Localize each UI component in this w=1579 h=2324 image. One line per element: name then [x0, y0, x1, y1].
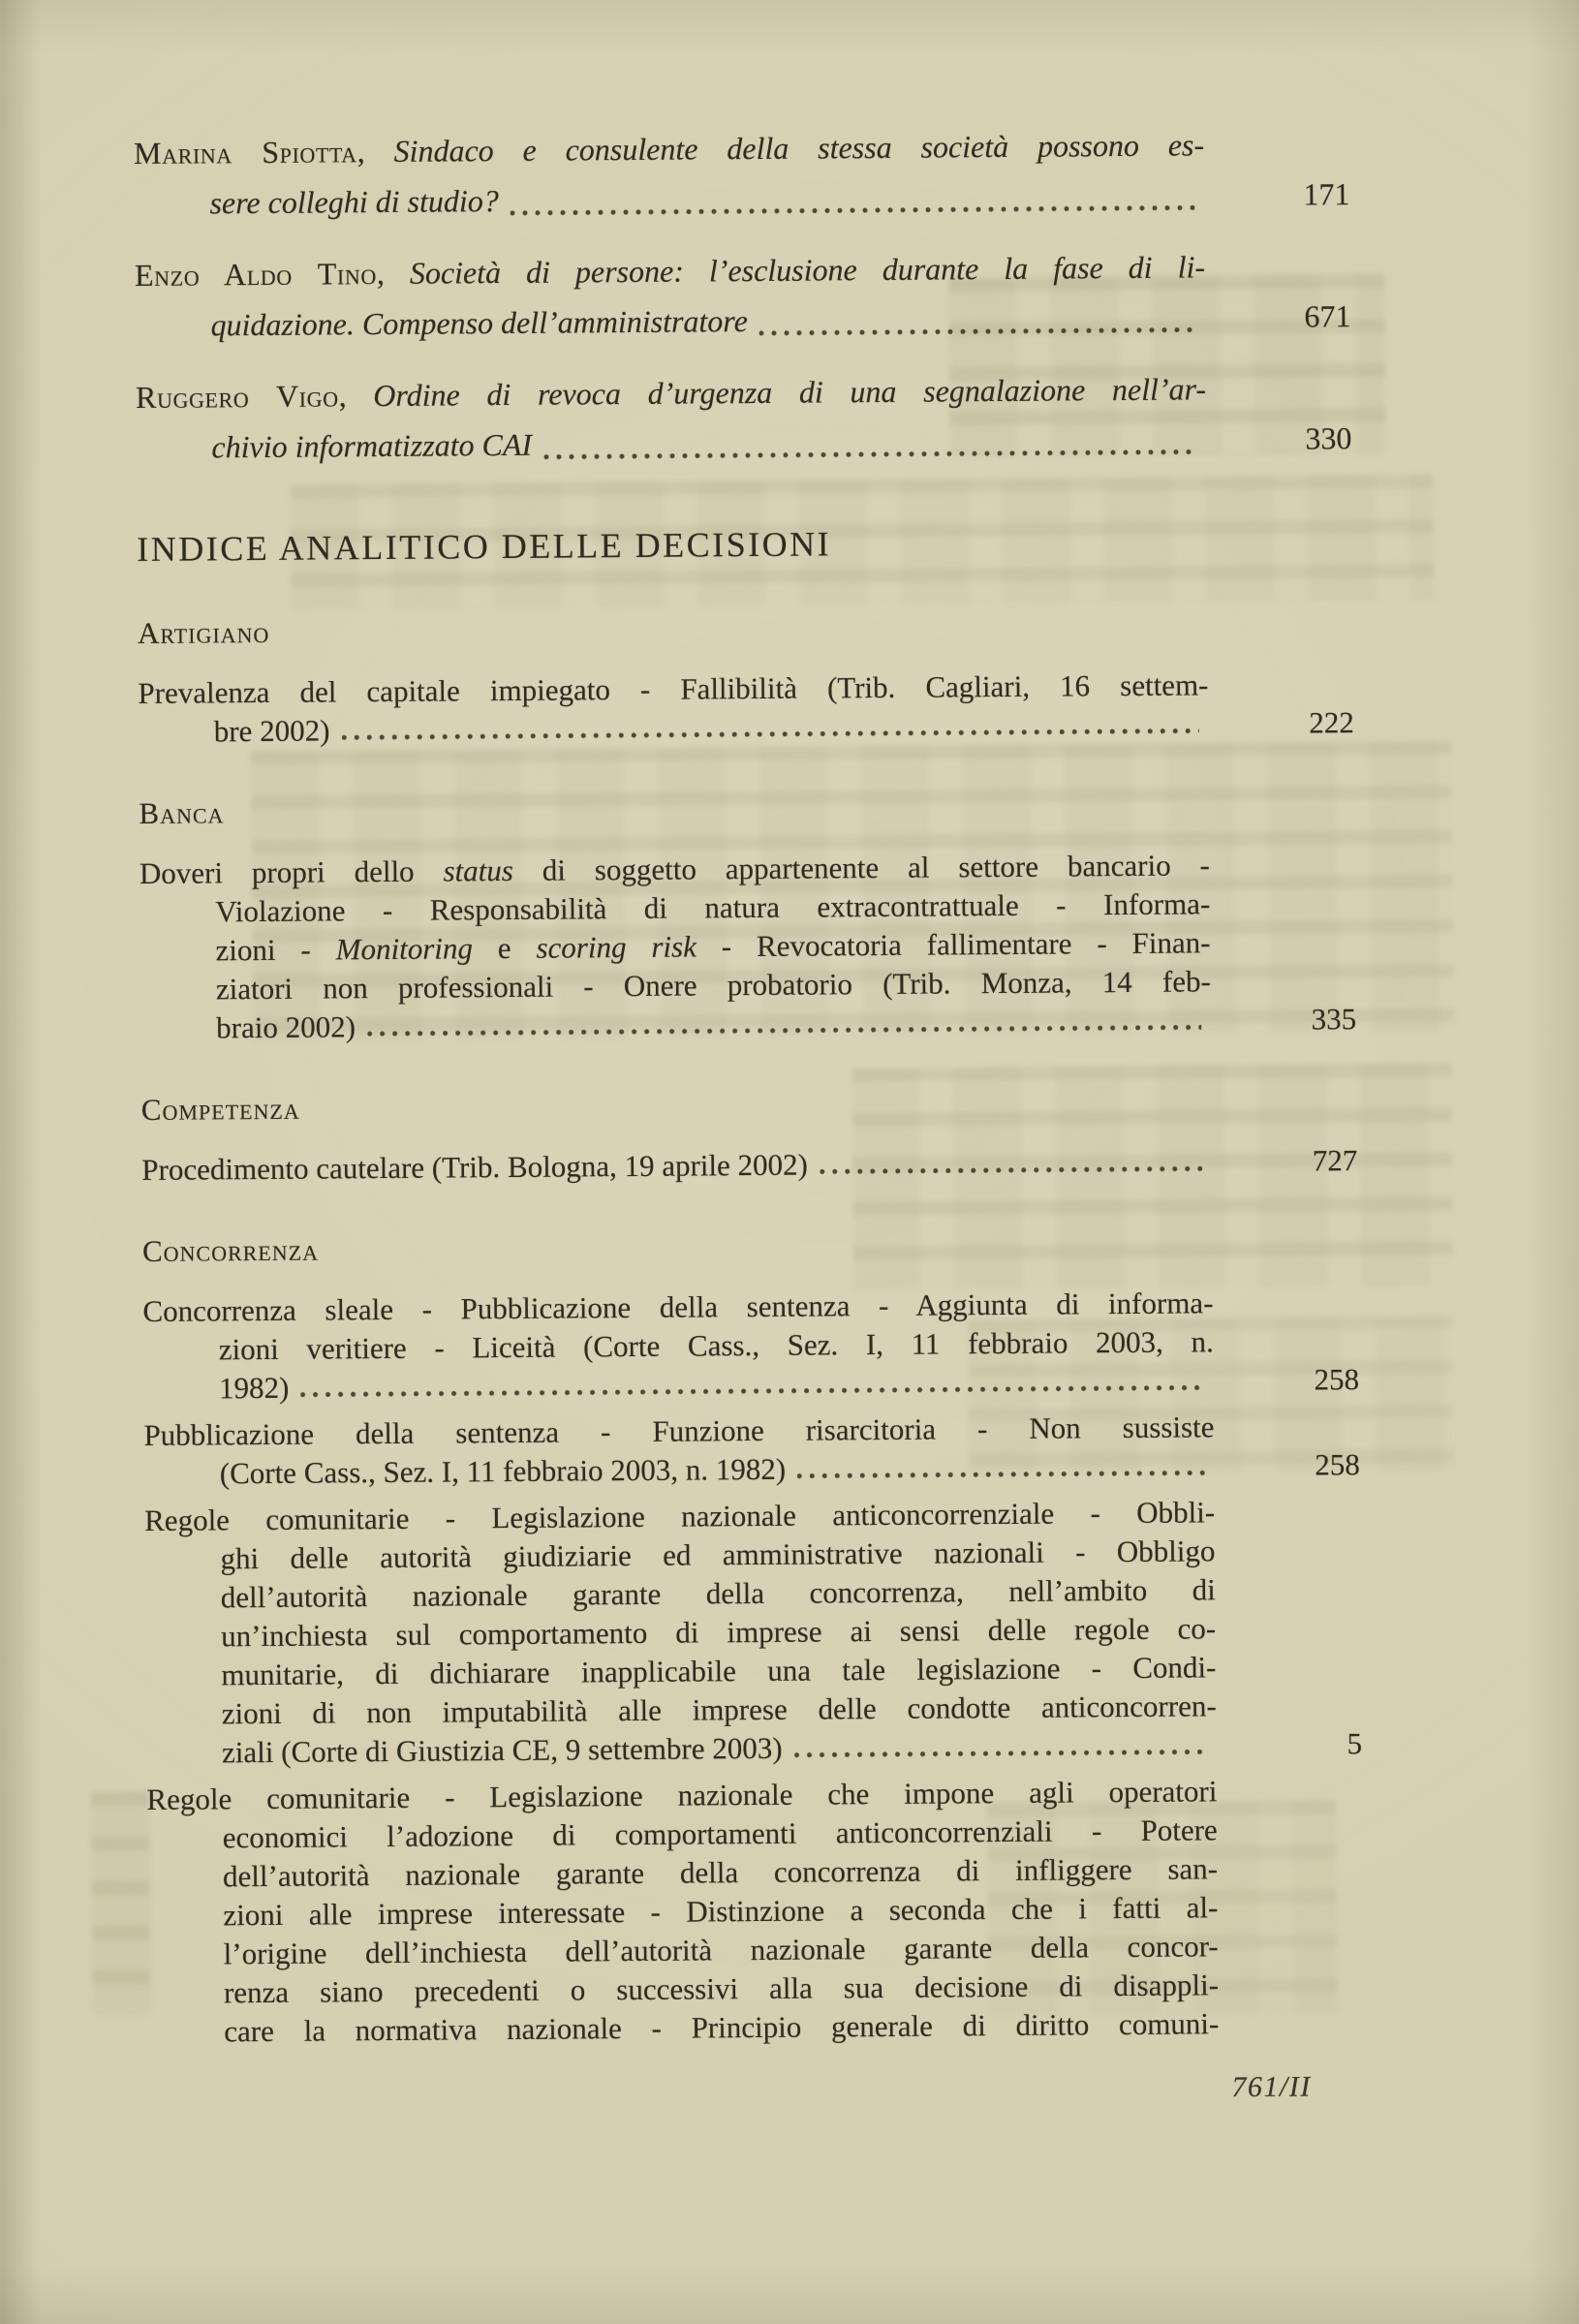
entry-line-text	[216, 1007, 356, 1047]
entry-text-segment: Regole comunitarie - Legislazione nazionale che impone agli operatori	[146, 1774, 1218, 1816]
entry-text-segment: - Revocatoria fallimentare - Finan-	[696, 925, 1211, 964]
entry-text-segment: Concorrenza sleale - Pubblicazione della sentenza - Aggiunta di informa-	[142, 1286, 1214, 1328]
entry-line-text	[141, 1146, 808, 1190]
entry-line	[136, 414, 1352, 473]
entry-text-segment: di soggetto appartenente al settore bancario -	[512, 848, 1211, 887]
entry-page-number: 5	[1347, 1726, 1363, 1761]
index-entry	[139, 846, 1357, 1048]
entry-text-segment: Procedimento cautelare (Trib. Bologna, 19 aprile 2002)	[141, 1147, 809, 1187]
entry-line	[143, 1361, 1360, 1409]
entry-line	[139, 704, 1354, 752]
entry-text-segment: Marina Spiotta	[133, 134, 357, 171]
dot-leader	[759, 325, 1196, 339]
entry-text-segment: Violazione - Responsabilità di natura extracontrattuale - Informa-	[215, 886, 1211, 929]
entry-text-segment: economici l’adozione di comportamenti anticoncorrenziali - Potere	[222, 1813, 1218, 1855]
dot-leader	[511, 202, 1195, 219]
entry-text-segment: sere colleghi di studio?	[209, 183, 499, 221]
entry-line-text	[210, 295, 748, 350]
entry-text-segment: care la normativa nazionale - Principio generale di diritto comuni-	[224, 2006, 1220, 2049]
page-number-footer: 761/II	[1231, 2070, 1312, 2104]
dot-leader	[300, 1382, 1204, 1400]
entry-line-text	[211, 419, 532, 473]
entry-text-segment: scoring risk	[536, 929, 697, 965]
dot-leader	[341, 726, 1198, 743]
entry-text-segment: dell’autorità nazionale garante della concorrenza, nell’ambito di	[220, 1572, 1216, 1615]
section-heading: Concorrenza	[141, 1232, 320, 1268]
dot-leader	[797, 1468, 1205, 1481]
entry-text-segment: Pubblicazione della sentenza - Funzione risarcitoria - Non sussiste	[143, 1410, 1215, 1452]
entry-page-number: 330	[1305, 420, 1352, 456]
entry-page-number: 671	[1304, 298, 1351, 334]
entries-host	[133, 119, 1363, 2052]
entry-text-segment: ghi delle autorità giudiziarie ed amministrative nazionali - Obbligo	[220, 1534, 1216, 1576]
entry-text-segment: ziatori non professionali - Onere probatorio (Trib. Monza, 14 feb-	[215, 964, 1211, 1007]
index-heading: INDICE ANALITICO DELLE DECISIONI	[137, 524, 832, 570]
entry-text-segment: Prevalenza del capitale impiegato - Fallibilità (Trib. Cagliari, 16 settem-	[138, 667, 1209, 711]
entry-text-segment: e	[472, 930, 537, 966]
entry-text-segment: Società di persone: l’esclusione durante la fase di li-	[409, 249, 1206, 291]
entry-line-text	[219, 1369, 290, 1409]
entry-line-text	[222, 1729, 783, 1773]
entry-page-number: 171	[1303, 176, 1350, 212]
index-entry	[138, 666, 1354, 752]
entry-line-text	[209, 175, 499, 228]
entry-text-segment: munitarie, di dichiarare inapplicabile una tale legislazione - Condi-	[221, 1650, 1217, 1692]
entry-text-segment: ziali (Corte di Giustizia CE, 9 settembre 2003)	[221, 1730, 783, 1770]
entry-page-number: 258	[1315, 1447, 1360, 1482]
entry-text-segment: zioni veritiere - Liceità (Corte Cass., Sez. I, 11 febbraio 2003, n.	[218, 1324, 1214, 1367]
entry-text-segment: Ruggero Vigo	[135, 378, 339, 416]
dot-leader	[367, 1022, 1201, 1039]
index-entry	[142, 1284, 1360, 1409]
entry-line	[141, 1142, 1358, 1190]
entry-page-number: 335	[1311, 1002, 1357, 1037]
entry-text-segment: Enzo Aldo Tino	[134, 256, 378, 294]
dot-leader	[794, 1747, 1208, 1760]
index-entry	[141, 1142, 1358, 1190]
entry-line	[146, 1725, 1363, 1773]
index-entry	[133, 119, 1350, 229]
entry-text-segment: (Corte Cass., Sez. I, 11 febbraio 2003, n. 1982)	[219, 1451, 787, 1491]
entry-text-segment: quidazione. Compenso dell’amministratore	[210, 303, 748, 343]
entry-line	[148, 2004, 1219, 2052]
section-heading: Artigiano	[137, 614, 270, 651]
section-heading: Banca	[139, 795, 225, 830]
entry-text-segment: Doveri propri dello	[139, 853, 444, 890]
entry-text-segment: ,	[338, 378, 374, 414]
section-heading: Competenza	[140, 1091, 300, 1127]
entry-text-segment: un’inchiesta sul comportamento di imprese ai sensi delle regole co-	[220, 1611, 1217, 1654]
entry-page-number: 222	[1309, 705, 1354, 740]
entry-text-segment: Ordine di revoca d’urgenza di una segnalazione nell’ar-	[373, 371, 1207, 414]
entry-text-segment: bre 2002)	[213, 713, 330, 749]
index-entry	[143, 1408, 1360, 1494]
entry-line	[140, 1001, 1357, 1048]
entry-line	[134, 119, 1204, 178]
entry-line	[134, 170, 1350, 229]
entry-line-text	[220, 1450, 787, 1494]
entry-line	[135, 292, 1351, 351]
index-entry	[146, 1772, 1219, 2052]
entry-text-segment: status	[443, 852, 514, 888]
entry-text-segment: Sindaco e consulente della stessa società possono es-	[393, 127, 1205, 169]
entry-text-segment: zioni alle imprese interessate - Distinzione a seconda che i fatti al-	[223, 1890, 1219, 1933]
index-entry	[135, 363, 1352, 473]
entry-text-segment: 1982)	[218, 1370, 290, 1406]
entry-line	[144, 1446, 1360, 1494]
entry-text-segment: ,	[356, 133, 394, 170]
entry-text-segment: ,	[376, 255, 411, 292]
entry-text-segment: braio 2002)	[216, 1009, 356, 1045]
entry-text-segment: Regole comunitarie - Legislazione nazionale anticoncorrenziale - Obbli-	[144, 1495, 1216, 1537]
entry-text-segment: Monitoring	[335, 931, 474, 967]
entry-text-segment: renza siano precedenti o successivi alla sua decisione di disappli-	[223, 1968, 1220, 2010]
entry-text-segment: zioni -	[215, 932, 336, 968]
entry-page-number: 727	[1312, 1143, 1358, 1178]
entry-text-segment: zioni di non imputabilità alle imprese delle condotte anticoncorren-	[221, 1689, 1217, 1731]
entry-page-number: 258	[1314, 1362, 1360, 1397]
entry-line-text	[214, 711, 330, 751]
entry-line	[136, 363, 1206, 422]
dot-leader	[820, 1163, 1202, 1177]
entry-text-segment: chivio informatizzato CAI	[211, 426, 533, 465]
text-column	[133, 0, 1363, 2116]
entry-text-segment: dell’autorità nazionale garante della concorrenza di infliggere san-	[222, 1851, 1219, 1894]
dot-leader	[543, 447, 1196, 462]
entry-text-segment: l’origine dell’inchiesta dell’autorità nazionale garante della concor-	[223, 1929, 1219, 1971]
entry-line	[135, 241, 1205, 300]
index-entry	[144, 1493, 1363, 1773]
index-entry	[134, 241, 1351, 351]
